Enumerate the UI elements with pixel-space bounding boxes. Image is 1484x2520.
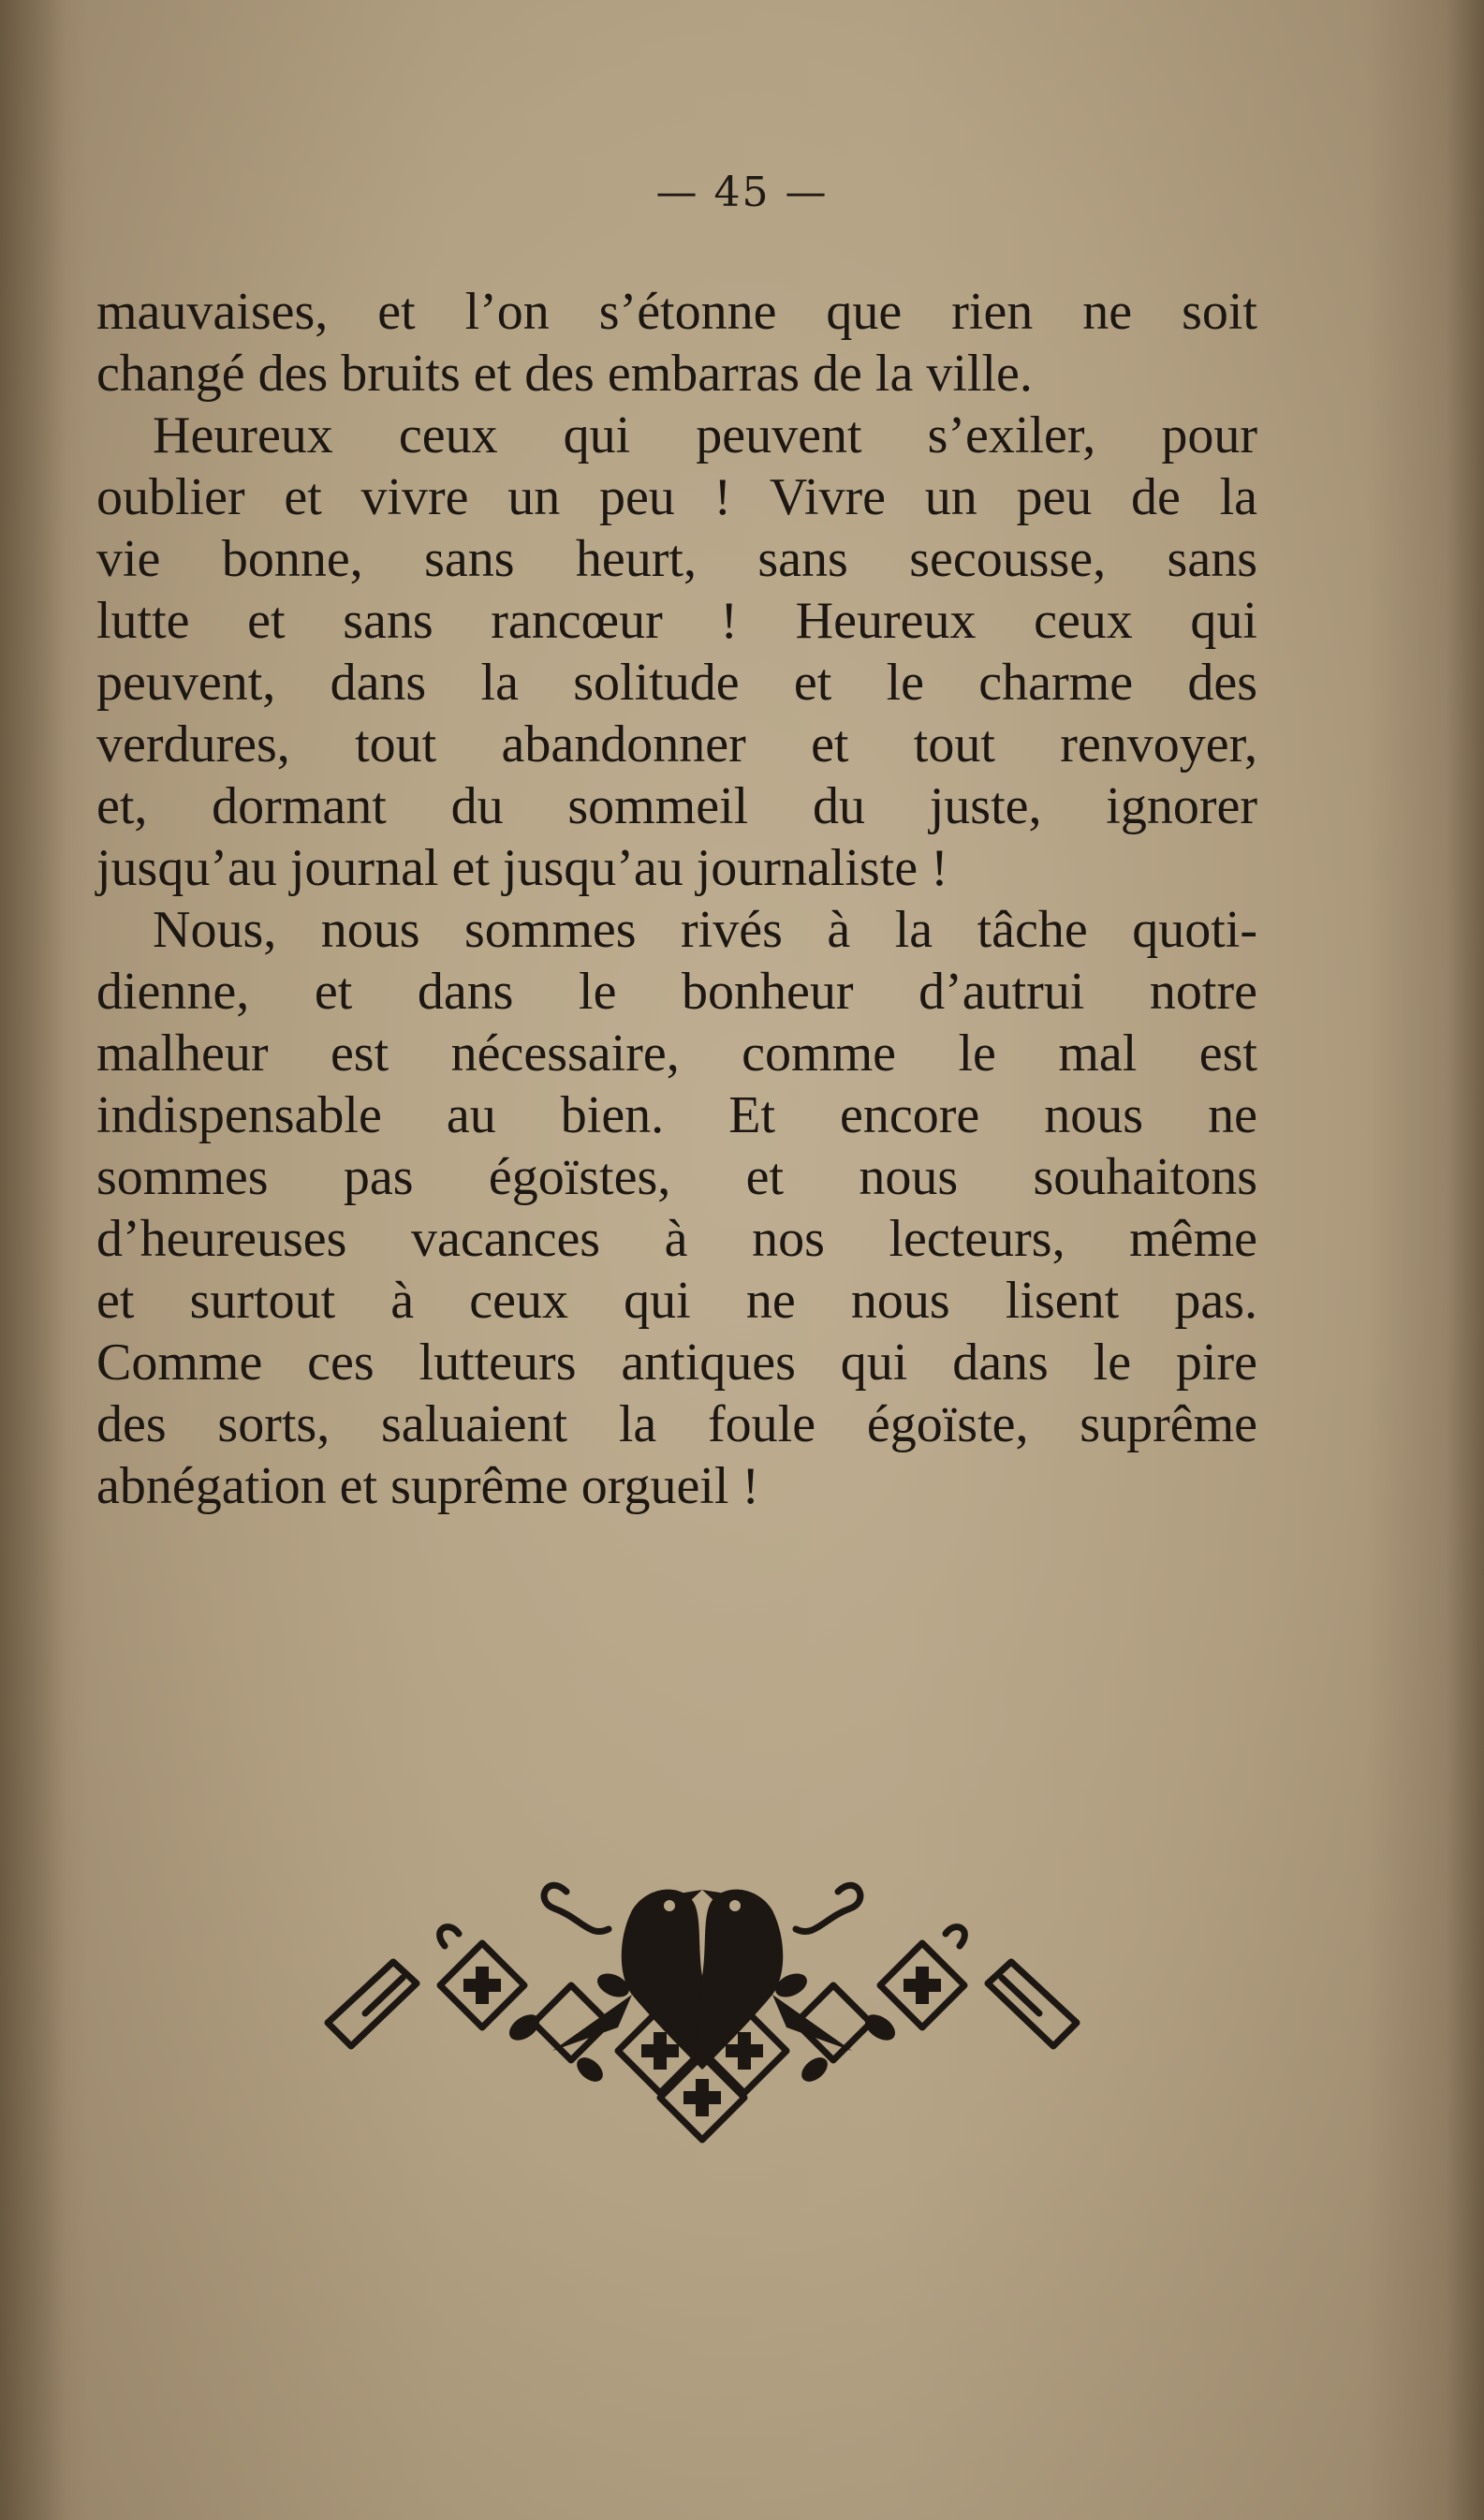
page-edge-shadow (0, 0, 66, 2520)
text-line: lutte et sans rancœur ! Heureux ceux qui (96, 592, 1257, 650)
text-line: jusqu’au journal et jusqu’au journaliste ! (96, 839, 948, 897)
text-line: malheur est nécessaire, comme le mal est (96, 1024, 1257, 1083)
text-line: abnégation et suprême orgueil ! (96, 1457, 760, 1515)
text-line: Comme ces lutteurs antiques qui dans le pire (96, 1334, 1257, 1392)
text-line: d’heureuses vacances à nos lecteurs, même (96, 1210, 1257, 1268)
text-line: des sorts, saluaient la foule égoïste, suprême (96, 1395, 1257, 1453)
page-number: — 45 — (655, 169, 829, 216)
text-line: Nous, nous sommes rivés à la tâche quoti- (153, 901, 1257, 959)
text-line: verdures, tout abandonner et tout renvoyer, (96, 715, 1257, 774)
text-line: et, dormant du sommeil du juste, ignorer (96, 777, 1257, 835)
text-line: indispensable au bien. Et encore nous ne (96, 1086, 1257, 1144)
text-line: oublier et vivre un peu ! Vivre un peu de la (96, 468, 1257, 526)
two-birds-fleuron-icon (309, 1835, 1095, 2173)
text-line: vie bonne, sans heurt, sans secousse, sans (96, 530, 1257, 588)
page-edge-shadow (1447, 0, 1484, 2520)
body-text (96, 281, 1257, 1517)
text-line: changé des bruits et des embarras de la ville. (96, 345, 1033, 403)
text-line: sommes pas égoïstes, et nous souhaitons (96, 1148, 1257, 1206)
text-line: dienne, et dans le bonheur d’autrui notre (96, 963, 1257, 1021)
text-line: Heureux ceux qui peuvent s’exiler, pour (153, 406, 1257, 464)
text-line: et surtout à ceux qui ne nous lisent pas. (96, 1272, 1257, 1330)
text-line: peuvent, dans la solitude et le charme des (96, 654, 1257, 712)
text-line: mauvaises, et l’on s’étonne que rien ne soit (96, 283, 1257, 341)
